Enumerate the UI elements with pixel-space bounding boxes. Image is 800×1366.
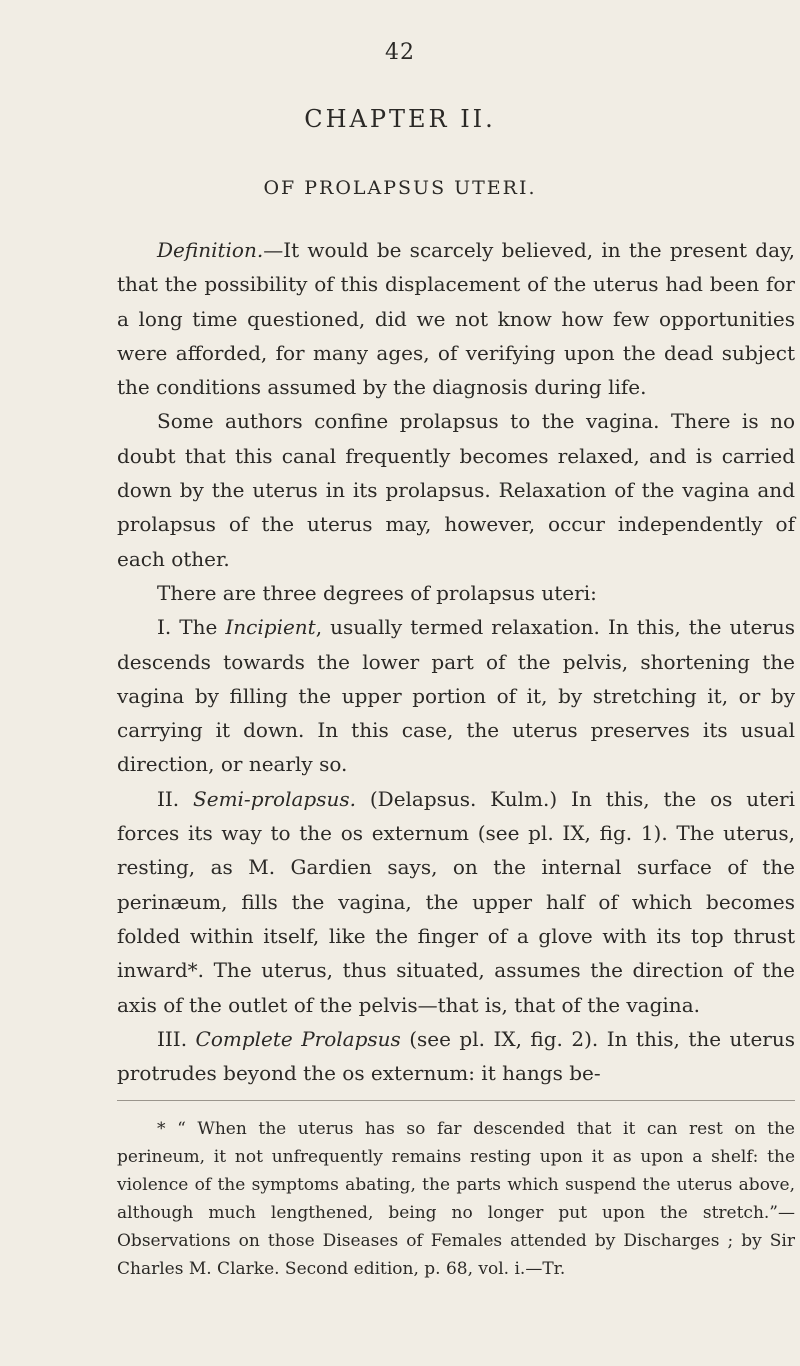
paragraph-lead: Definition. bbox=[157, 238, 264, 262]
footnote bbox=[117, 1115, 795, 1283]
footnote-text: * “ When the uterus has so far descended that it can rest on the perineum, it not unfrequently remains resting upon it as upon a shelf: the violence of the symptoms abating, the parts which suspend the uterus above, although much lengthened, being no longer put upon the stretch.”—Observations on those Diseases of Females attended by Discharges ; by Sir Charles M. Clarke. Second edition, p. 68, vol. i.—Tr. bbox=[117, 1119, 795, 1279]
paragraph-text: (see pl. IX, fig. 2). In this, the uterus protrudes beyond the os externum: it hangs be- bbox=[117, 1026, 795, 1086]
paragraph-lead: Incipient bbox=[225, 615, 316, 640]
paragraph-prefix: II. bbox=[157, 786, 194, 811]
paragraph-incipient bbox=[117, 610, 795, 781]
paragraph-text: There are three degrees of prolapsus uteri: bbox=[157, 580, 597, 605]
paragraph-text: —It would be scarcely believed, in the present day, that the possibility of this displacement of the uterus had been for a long time questioned, did we not know how few opportunities were afforded, for many ages, of verifying upon the dead subject the conditions assumed by the diagnosis during life. bbox=[117, 238, 795, 400]
paragraph-complete-prolapsus bbox=[117, 1022, 795, 1091]
chapter-subtitle: OF PROLAPSUS UTERI. bbox=[263, 177, 537, 199]
paragraph-prefix: III. bbox=[157, 1026, 196, 1051]
paragraph-lead: Complete Prolapsus bbox=[195, 1026, 401, 1051]
paragraph-prefix: I. The bbox=[157, 615, 226, 640]
body-text bbox=[117, 233, 795, 1090]
paragraph-degrees bbox=[117, 576, 795, 610]
paragraph-lead: Semi-prolapsus. bbox=[193, 786, 356, 811]
paragraph-semi-prolapsus bbox=[117, 782, 795, 1022]
paragraph-text: (Delapsus. Kulm.) In this, the os uteri forces its way to the os externum (see pl. IX, fig. 1). The uterus, resting, as M. Gardien says, on the internal surface of the perinæum, fills the vagina, the upper half of which becomes folded within itself, like the finger of a glove with its top thrust inward*. The uterus, thus situated, assumes the direction of the axis of the outlet of the pelvis—that is, that of the vagina. bbox=[117, 786, 795, 1017]
footnote-divider bbox=[117, 1100, 795, 1101]
paragraph-text: , usually termed relaxation. In this, the uterus descends towards the lower part of the pelvis, shortening the vagina by filling the upper portion of it, by stretching it, or by carrying it down. In this case, the uterus preserves its usual direction, or nearly so. bbox=[117, 615, 795, 777]
chapter-title: CHAPTER II. bbox=[304, 105, 496, 133]
paragraph-definition bbox=[117, 233, 795, 404]
paragraph-text: Some authors confine prolapsus to the vagina. There is no doubt that this canal frequently becomes relaxed, and is carried down by the uterus in its prolapsus. Relaxation of the vagina and prolapsus of the uterus may, however, occur independently of each other. bbox=[117, 409, 795, 571]
page-number: 42 bbox=[385, 40, 415, 65]
paragraph-vagina bbox=[117, 404, 795, 575]
